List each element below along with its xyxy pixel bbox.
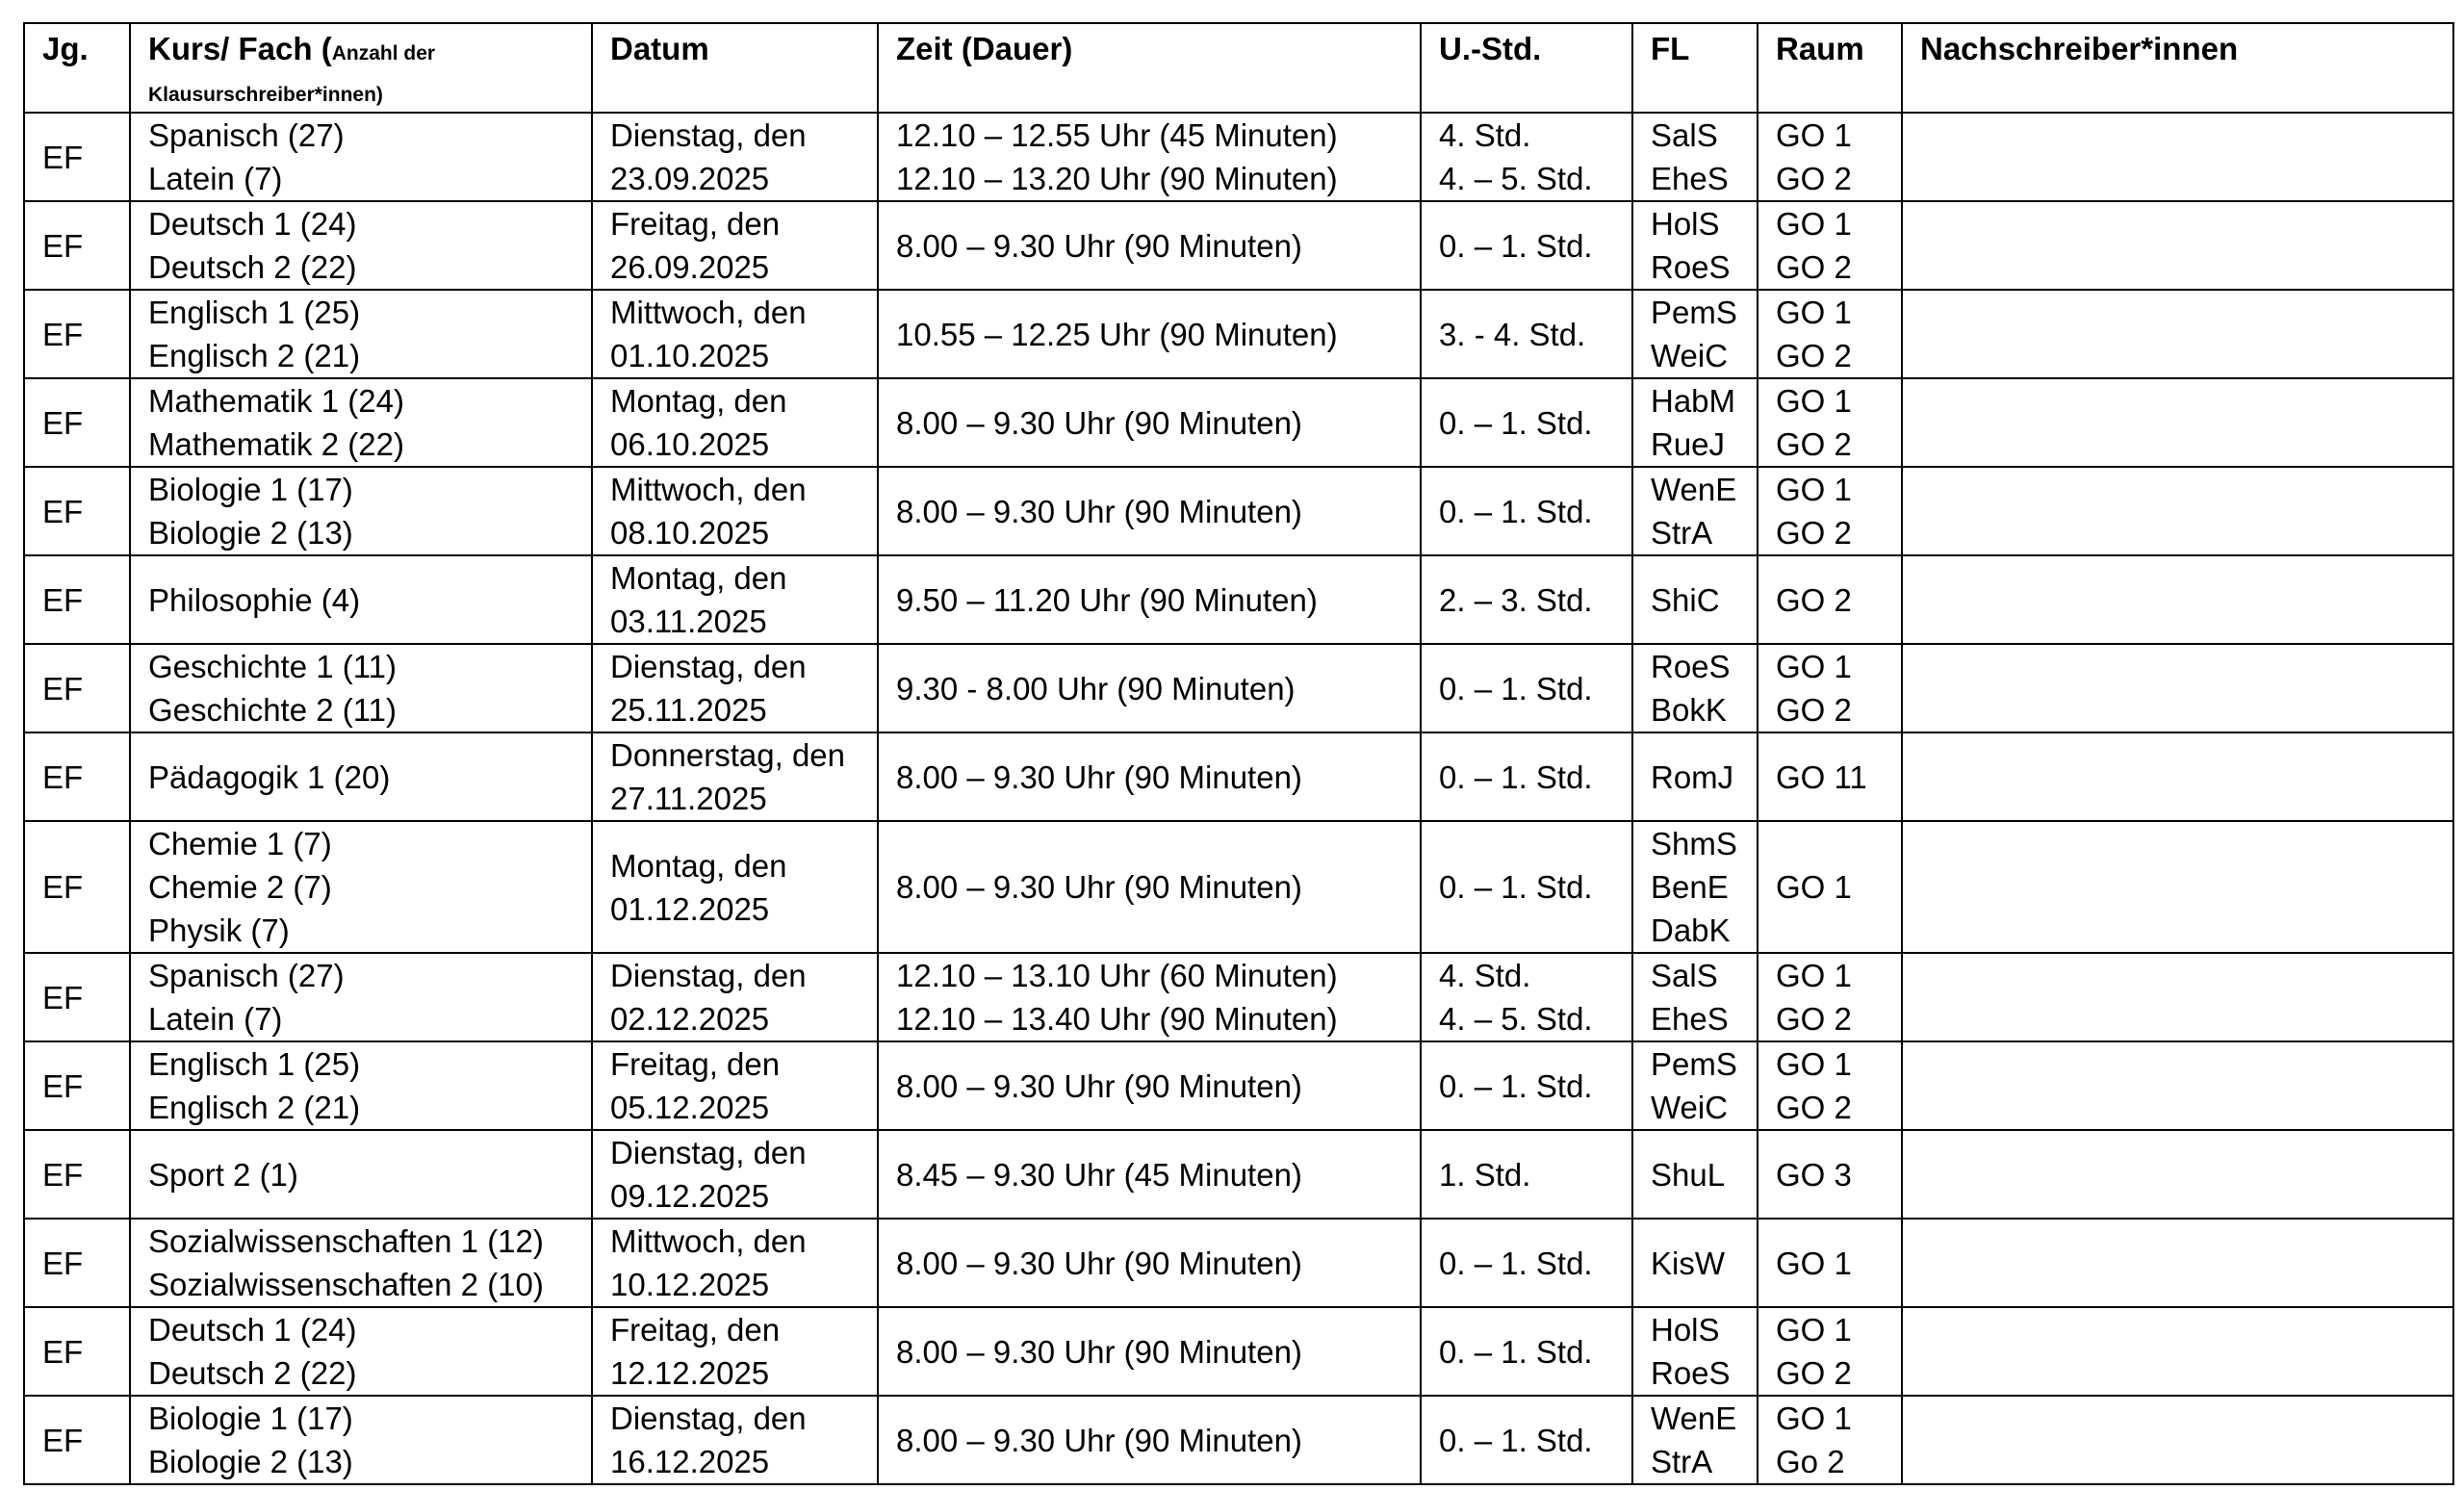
- cell-kurs: [130, 1396, 592, 1484]
- cell-kurs-line: Physik (7): [148, 912, 290, 948]
- cell-raum-line: GO 2: [1776, 581, 1852, 618]
- cell-jg: EF: [24, 1130, 130, 1219]
- cell-ustd: [1421, 1219, 1632, 1307]
- cell-datum-line: 03.11.2025: [610, 604, 767, 639]
- table-row: [24, 732, 2453, 821]
- cell-ustd: [1421, 378, 1632, 467]
- cell-ustd: [1421, 1130, 1632, 1219]
- cell-jg: EF: [24, 113, 130, 201]
- cell-nachschreiber: [1902, 821, 2453, 953]
- header-datum: Datum: [592, 23, 878, 113]
- cell-jg: EF: [24, 1219, 130, 1307]
- cell-datum-line: Dienstag, den: [610, 1400, 807, 1436]
- cell-datum-line: Mittwoch, den: [610, 295, 807, 330]
- cell-kurs-line: Mathematik 1 (24): [148, 383, 404, 419]
- table-row: [24, 1396, 2453, 1484]
- cell-kurs: [130, 1041, 592, 1130]
- header-nachschreiber: Nachschreiber*innen: [1902, 23, 2453, 113]
- cell-zeit: [878, 953, 1421, 1041]
- cell-fl: [1632, 1307, 1758, 1396]
- cell-ustd-line: 0. – 1. Std.: [1439, 1422, 1593, 1458]
- cell-datum-line: 25.11.2025: [610, 692, 767, 728]
- cell-kurs: [130, 1219, 592, 1307]
- cell-nachschreiber: [1902, 644, 2453, 732]
- header-zeit: Zeit (Dauer): [878, 23, 1421, 113]
- cell-ustd: [1421, 467, 1632, 555]
- table-row: [24, 644, 2453, 732]
- cell-datum: [592, 821, 878, 953]
- cell-datum-line: 12.12.2025: [610, 1355, 770, 1391]
- cell-zeit: [878, 467, 1421, 555]
- cell-datum: [592, 555, 878, 644]
- table-row: [24, 378, 2453, 467]
- cell-datum-line: 02.12.2025: [610, 1001, 770, 1037]
- cell-kurs: [130, 201, 592, 290]
- cell-raum: [1758, 113, 1902, 201]
- cell-datum: [592, 1041, 878, 1130]
- table-row: [24, 555, 2453, 644]
- header-kurs-sub2: Klausurschreiber*innen): [148, 84, 383, 106]
- cell-kurs-line: Geschichte 1 (11): [148, 649, 398, 684]
- cell-kurs-line: Spanisch (27): [148, 117, 345, 153]
- cell-nachschreiber: [1902, 378, 2453, 467]
- table-row: [24, 201, 2453, 290]
- cell-raum-line: GO 1: [1776, 117, 1852, 153]
- cell-raum-line: GO 1: [1776, 1312, 1852, 1348]
- cell-ustd-line: 2. – 3. Std.: [1439, 581, 1593, 618]
- cell-raum-line: GO 1: [1776, 383, 1852, 419]
- cell-raum-line: GO 2: [1776, 692, 1852, 728]
- cell-ustd-line: 0. – 1. Std.: [1439, 1333, 1593, 1370]
- header-jg: Jg.: [24, 23, 130, 113]
- cell-datum-line: Montag, den: [610, 560, 787, 596]
- cell-zeit-line: 8.00 – 9.30 Uhr (90 Minuten): [896, 227, 1302, 264]
- cell-raum: [1758, 644, 1902, 732]
- cell-nachschreiber: [1902, 555, 2453, 644]
- cell-raum-line: GO 11: [1776, 758, 1867, 795]
- cell-zeit: [878, 821, 1421, 953]
- cell-raum-line: GO 1: [1776, 472, 1852, 507]
- cell-fl-line: RoeS: [1651, 649, 1731, 684]
- cell-datum-line: Mittwoch, den: [610, 1223, 807, 1259]
- cell-fl-line: BenE: [1651, 869, 1729, 905]
- cell-jg: EF: [24, 290, 130, 378]
- cell-ustd-line: 4. Std.: [1439, 958, 1531, 993]
- cell-fl: [1632, 378, 1758, 467]
- cell-fl-line: RoeS: [1651, 1355, 1731, 1391]
- cell-ustd: [1421, 201, 1632, 290]
- cell-fl-line: KisW: [1651, 1245, 1725, 1281]
- cell-ustd: [1421, 555, 1632, 644]
- cell-fl-line: SalS: [1651, 117, 1718, 153]
- cell-kurs-line: Chemie 1 (7): [148, 826, 332, 861]
- cell-jg: EF: [24, 821, 130, 953]
- cell-zeit: [878, 1219, 1421, 1307]
- cell-ustd: [1421, 1307, 1632, 1396]
- cell-kurs-line: Englisch 1 (25): [148, 295, 361, 330]
- cell-fl-line: ShuL: [1651, 1156, 1726, 1193]
- cell-kurs: [130, 732, 592, 821]
- cell-datum-line: 05.12.2025: [610, 1090, 770, 1125]
- cell-kurs-line: Deutsch 2 (22): [148, 249, 357, 285]
- cell-kurs-line: Deutsch 1 (24): [148, 1312, 357, 1348]
- cell-ustd: [1421, 953, 1632, 1041]
- cell-fl-line: EheS: [1651, 161, 1729, 196]
- cell-datum-line: 26.09.2025: [610, 249, 770, 285]
- cell-fl: [1632, 113, 1758, 201]
- cell-raum-line: GO 2: [1776, 161, 1852, 196]
- cell-nachschreiber: [1902, 467, 2453, 555]
- cell-datum-line: Mittwoch, den: [610, 472, 807, 507]
- cell-datum-line: Dienstag, den: [610, 1135, 807, 1170]
- cell-nachschreiber: [1902, 1130, 2453, 1219]
- cell-zeit-line: 8.00 – 9.30 Uhr (90 Minuten): [896, 1245, 1302, 1281]
- cell-raum: [1758, 953, 1902, 1041]
- cell-nachschreiber: [1902, 113, 2453, 201]
- cell-fl: [1632, 1396, 1758, 1484]
- cell-raum: [1758, 732, 1902, 821]
- cell-fl-line: DabK: [1651, 912, 1731, 948]
- cell-raum-line: GO 1: [1776, 869, 1852, 905]
- cell-ustd: [1421, 732, 1632, 821]
- cell-fl: [1632, 644, 1758, 732]
- cell-raum: [1758, 555, 1902, 644]
- cell-zeit-line: 8.00 – 9.30 Uhr (90 Minuten): [896, 1067, 1302, 1104]
- cell-kurs: [130, 1130, 592, 1219]
- cell-ustd-line: 0. – 1. Std.: [1439, 758, 1593, 795]
- cell-zeit: [878, 555, 1421, 644]
- cell-zeit-line: 8.45 – 9.30 Uhr (45 Minuten): [896, 1156, 1302, 1193]
- cell-raum-line: GO 1: [1776, 649, 1852, 684]
- table-row: [24, 821, 2453, 953]
- cell-fl-line: WenE: [1651, 1400, 1737, 1436]
- cell-kurs-line: Spanisch (27): [148, 958, 345, 993]
- cell-raum-line: GO 2: [1776, 1001, 1852, 1037]
- table-row: [24, 1130, 2453, 1219]
- table-row: [24, 1219, 2453, 1307]
- table-row: [24, 467, 2453, 555]
- cell-kurs-line: Deutsch 2 (22): [148, 1355, 357, 1391]
- cell-raum: [1758, 1219, 1902, 1307]
- cell-raum-line: GO 1: [1776, 206, 1852, 242]
- cell-kurs-line: Latein (7): [148, 1001, 283, 1037]
- cell-datum: [592, 201, 878, 290]
- cell-kurs-line: Englisch 1 (25): [148, 1046, 361, 1082]
- cell-zeit-line: 10.55 – 12.25 Uhr (90 Minuten): [896, 316, 1338, 352]
- cell-datum-line: Dienstag, den: [610, 649, 807, 684]
- table-row: [24, 1041, 2453, 1130]
- cell-kurs-line: Pädagogik 1 (20): [148, 758, 391, 795]
- cell-jg: EF: [24, 467, 130, 555]
- cell-raum-line: GO 2: [1776, 515, 1852, 551]
- header-kurs: Kurs/ Fach (Anzahl der Klausurschreiber*innen): [130, 23, 592, 113]
- cell-raum-line: GO 1: [1776, 958, 1852, 993]
- cell-datum-line: 01.10.2025: [610, 338, 770, 373]
- cell-ustd-line: 0. – 1. Std.: [1439, 1067, 1593, 1104]
- cell-raum-line: GO 2: [1776, 249, 1852, 285]
- cell-datum: [592, 467, 878, 555]
- cell-ustd-line: 0. – 1. Std.: [1439, 869, 1593, 905]
- header-raum: Raum: [1758, 23, 1902, 113]
- cell-fl-line: ShiC: [1651, 581, 1720, 618]
- cell-kurs-line: Geschichte 2 (11): [148, 692, 398, 728]
- cell-zeit-line: 9.50 – 11.20 Uhr (90 Minuten): [896, 581, 1318, 618]
- cell-datum-line: Montag, den: [610, 383, 787, 419]
- cell-fl-line: RueJ: [1651, 426, 1726, 462]
- cell-zeit: [878, 1307, 1421, 1396]
- cell-datum: [592, 644, 878, 732]
- cell-nachschreiber: [1902, 953, 2453, 1041]
- cell-fl-line: PemS: [1651, 1046, 1737, 1082]
- cell-raum-line: GO 2: [1776, 338, 1852, 373]
- cell-ustd: [1421, 1041, 1632, 1130]
- cell-datum-line: 01.12.2025: [610, 890, 770, 927]
- header-row: [24, 23, 2453, 113]
- cell-jg: EF: [24, 555, 130, 644]
- cell-zeit: [878, 113, 1421, 201]
- cell-fl-line: StrA: [1651, 1444, 1713, 1479]
- cell-kurs-line: Mathematik 2 (22): [148, 426, 404, 462]
- cell-zeit-line: 8.00 – 9.30 Uhr (90 Minuten): [896, 1422, 1302, 1458]
- cell-kurs: [130, 821, 592, 953]
- cell-ustd-line: 4. – 5. Std.: [1439, 161, 1593, 196]
- cell-ustd-line: 4. – 5. Std.: [1439, 1001, 1593, 1037]
- cell-ustd-line: 4. Std.: [1439, 117, 1531, 153]
- cell-datum: [592, 953, 878, 1041]
- cell-datum: [592, 1130, 878, 1219]
- cell-datum: [592, 732, 878, 821]
- cell-datum: [592, 378, 878, 467]
- cell-raum-line: GO 1: [1776, 1046, 1852, 1082]
- table-row: [24, 953, 2453, 1041]
- cell-ustd-line: 0. – 1. Std.: [1439, 1245, 1593, 1281]
- cell-jg: EF: [24, 201, 130, 290]
- cell-fl: [1632, 1219, 1758, 1307]
- cell-raum: [1758, 1130, 1902, 1219]
- cell-kurs-line: Sozialwissenschaften 1 (12): [148, 1223, 544, 1259]
- cell-raum-line: GO 2: [1776, 426, 1852, 462]
- cell-raum-line: GO 1: [1776, 1245, 1852, 1281]
- cell-raum-line: GO 1: [1776, 1400, 1852, 1436]
- cell-kurs: [130, 378, 592, 467]
- cell-fl-line: WeiC: [1651, 1090, 1729, 1125]
- cell-raum: [1758, 467, 1902, 555]
- cell-nachschreiber: [1902, 1041, 2453, 1130]
- cell-raum: [1758, 1396, 1902, 1484]
- header-fl: FL: [1632, 23, 1758, 113]
- cell-zeit-line: 8.00 – 9.30 Uhr (90 Minuten): [896, 1333, 1302, 1370]
- cell-kurs: [130, 555, 592, 644]
- cell-kurs-line: Englisch 2 (21): [148, 338, 361, 373]
- cell-ustd: [1421, 644, 1632, 732]
- cell-fl-line: HolS: [1651, 206, 1720, 242]
- cell-nachschreiber: [1902, 1396, 2453, 1484]
- cell-zeit: [878, 290, 1421, 378]
- cell-zeit-line: 9.30 - 8.00 Uhr (90 Minuten): [896, 670, 1296, 706]
- cell-kurs-line: Philosophie (4): [148, 581, 361, 618]
- table-row: [24, 290, 2453, 378]
- cell-raum-line: GO 1: [1776, 295, 1852, 330]
- cell-kurs: [130, 113, 592, 201]
- cell-datum-line: 06.10.2025: [610, 426, 770, 462]
- cell-zeit-line: 8.00 – 9.30 Uhr (90 Minuten): [896, 493, 1302, 529]
- cell-fl-line: WeiC: [1651, 338, 1729, 373]
- cell-fl-line: HabM: [1651, 383, 1736, 419]
- cell-fl: [1632, 290, 1758, 378]
- cell-ustd-line: 3. - 4. Std.: [1439, 316, 1586, 352]
- cell-raum-line: GO 3: [1776, 1156, 1852, 1193]
- cell-ustd-line: 0. – 1. Std.: [1439, 670, 1593, 706]
- cell-jg: EF: [24, 378, 130, 467]
- header-kurs-sub1: Anzahl der: [331, 42, 436, 64]
- cell-fl: [1632, 1041, 1758, 1130]
- cell-datum-line: 27.11.2025: [610, 781, 767, 816]
- cell-datum-line: 23.09.2025: [610, 161, 770, 196]
- cell-datum-line: Freitag, den: [610, 1046, 781, 1082]
- cell-fl-line: RoeS: [1651, 249, 1731, 285]
- cell-jg: EF: [24, 1307, 130, 1396]
- cell-raum-line: GO 2: [1776, 1355, 1852, 1391]
- cell-datum: [592, 290, 878, 378]
- cell-datum-line: Donnerstag, den: [610, 737, 846, 773]
- cell-kurs-line: Biologie 1 (17): [148, 472, 353, 507]
- cell-raum: [1758, 821, 1902, 953]
- cell-fl: [1632, 1130, 1758, 1219]
- cell-ustd: [1421, 821, 1632, 953]
- cell-datum: [592, 1396, 878, 1484]
- cell-fl: [1632, 732, 1758, 821]
- cell-fl-line: HolS: [1651, 1312, 1720, 1348]
- cell-datum: [592, 1219, 878, 1307]
- cell-raum: [1758, 1307, 1902, 1396]
- cell-fl-line: BokK: [1651, 692, 1727, 728]
- cell-fl: [1632, 555, 1758, 644]
- cell-fl-line: SalS: [1651, 958, 1718, 993]
- cell-zeit: [878, 644, 1421, 732]
- cell-jg: EF: [24, 644, 130, 732]
- cell-nachschreiber: [1902, 290, 2453, 378]
- cell-ustd-line: 0. – 1. Std.: [1439, 227, 1593, 264]
- cell-nachschreiber: [1902, 201, 2453, 290]
- cell-datum-line: Freitag, den: [610, 1312, 781, 1348]
- cell-raum: [1758, 290, 1902, 378]
- cell-datum-line: 09.12.2025: [610, 1178, 770, 1214]
- cell-zeit-line: 12.10 – 13.40 Uhr (90 Minuten): [896, 1001, 1338, 1037]
- cell-kurs-line: Biologie 1 (17): [148, 1400, 353, 1436]
- cell-jg: EF: [24, 732, 130, 821]
- cell-datum-line: 16.12.2025: [610, 1444, 770, 1479]
- cell-kurs-line: Biologie 2 (13): [148, 515, 353, 551]
- cell-kurs: [130, 953, 592, 1041]
- cell-jg: EF: [24, 1041, 130, 1130]
- header-ustd: U.-Std.: [1421, 23, 1632, 113]
- cell-ustd: [1421, 290, 1632, 378]
- exam-schedule-table: [23, 22, 2454, 1485]
- cell-fl: [1632, 201, 1758, 290]
- cell-jg: EF: [24, 953, 130, 1041]
- cell-datum-line: 10.12.2025: [610, 1267, 770, 1302]
- cell-kurs-line: Chemie 2 (7): [148, 869, 332, 905]
- cell-kurs: [130, 290, 592, 378]
- cell-kurs-line: Sport 2 (1): [148, 1156, 298, 1193]
- cell-zeit-line: 12.10 – 12.55 Uhr (45 Minuten): [896, 117, 1338, 153]
- cell-zeit: [878, 1396, 1421, 1484]
- cell-zeit-line: 8.00 – 9.30 Uhr (90 Minuten): [896, 869, 1302, 905]
- cell-datum-line: 08.10.2025: [610, 515, 770, 551]
- cell-fl: [1632, 821, 1758, 953]
- cell-zeit-line: 12.10 – 13.10 Uhr (60 Minuten): [896, 958, 1338, 993]
- cell-zeit: [878, 732, 1421, 821]
- cell-zeit: [878, 378, 1421, 467]
- cell-kurs: [130, 1307, 592, 1396]
- cell-kurs-line: Englisch 2 (21): [148, 1090, 361, 1125]
- cell-raum-line: Go 2: [1776, 1444, 1845, 1479]
- cell-kurs-line: Biologie 2 (13): [148, 1444, 353, 1479]
- cell-zeit: [878, 1041, 1421, 1130]
- cell-fl-line: WenE: [1651, 472, 1737, 507]
- cell-fl-line: StrA: [1651, 515, 1713, 551]
- cell-raum-line: GO 2: [1776, 1090, 1852, 1125]
- cell-zeit: [878, 201, 1421, 290]
- cell-zeit: [878, 1130, 1421, 1219]
- cell-zeit-line: 12.10 – 13.20 Uhr (90 Minuten): [896, 161, 1338, 196]
- cell-fl: [1632, 467, 1758, 555]
- cell-nachschreiber: [1902, 1307, 2453, 1396]
- cell-ustd-line: 0. – 1. Std.: [1439, 404, 1593, 441]
- cell-ustd: [1421, 113, 1632, 201]
- cell-fl: [1632, 953, 1758, 1041]
- cell-ustd-line: 1. Std.: [1439, 1156, 1531, 1193]
- cell-nachschreiber: [1902, 1219, 2453, 1307]
- cell-datum-line: Dienstag, den: [610, 958, 807, 993]
- cell-raum: [1758, 1041, 1902, 1130]
- cell-kurs-line: Sozialwissenschaften 2 (10): [148, 1267, 544, 1302]
- cell-raum: [1758, 378, 1902, 467]
- cell-fl-line: RomJ: [1651, 758, 1734, 795]
- cell-nachschreiber: [1902, 732, 2453, 821]
- cell-ustd: [1421, 1396, 1632, 1484]
- cell-ustd-line: 0. – 1. Std.: [1439, 493, 1593, 529]
- table-row: [24, 113, 2453, 201]
- cell-datum-line: Dienstag, den: [610, 117, 807, 153]
- cell-kurs: [130, 467, 592, 555]
- cell-kurs-line: Latein (7): [148, 161, 283, 196]
- cell-datum: [592, 113, 878, 201]
- cell-zeit-line: 8.00 – 9.30 Uhr (90 Minuten): [896, 404, 1302, 441]
- cell-fl-line: EheS: [1651, 1001, 1729, 1037]
- cell-zeit-line: 8.00 – 9.30 Uhr (90 Minuten): [896, 758, 1302, 795]
- table-row: [24, 1307, 2453, 1396]
- cell-datum-line: Freitag, den: [610, 206, 781, 242]
- cell-jg: EF: [24, 1396, 130, 1484]
- cell-kurs: [130, 644, 592, 732]
- cell-raum: [1758, 201, 1902, 290]
- cell-datum-line: Montag, den: [610, 847, 787, 884]
- cell-fl-line: ShmS: [1651, 826, 1737, 861]
- cell-datum: [592, 1307, 878, 1396]
- cell-kurs-line: Deutsch 1 (24): [148, 206, 357, 242]
- cell-fl-line: PemS: [1651, 295, 1737, 330]
